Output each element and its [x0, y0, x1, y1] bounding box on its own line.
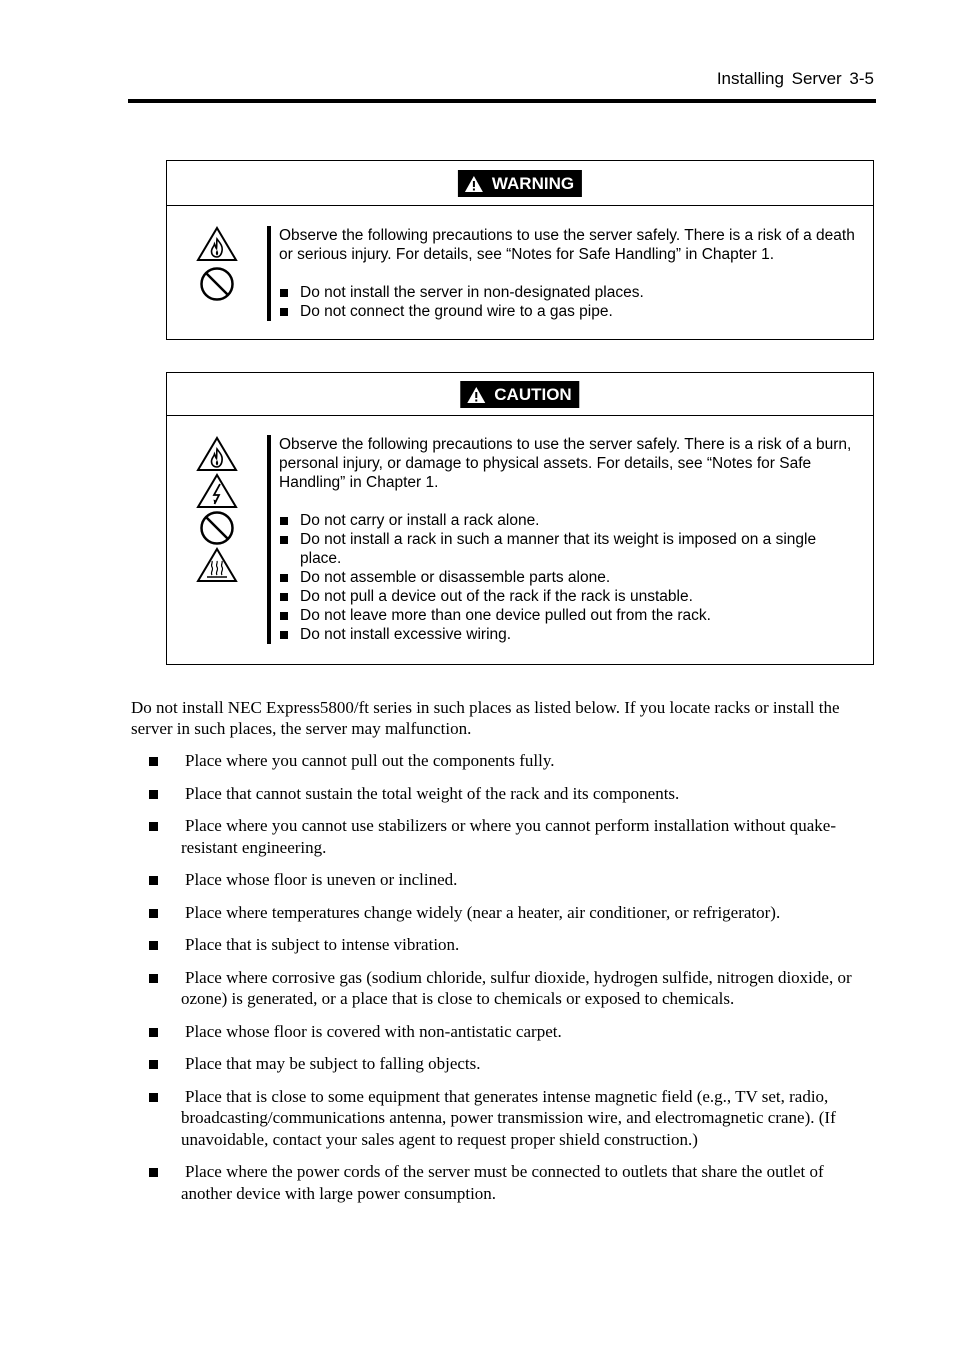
electric-shock-icon: [196, 473, 238, 509]
list-item-text: Place whose floor is uneven or inclined.: [185, 870, 458, 889]
list-item-text: Place that cannot sustain the total weight of the rack and its components.: [185, 783, 680, 803]
header-rule: [128, 99, 876, 103]
prohibited-icon: [196, 266, 238, 302]
fire-warning-icon: [196, 436, 238, 472]
list-item: [131, 750, 876, 772]
warning-triangle-icon: [464, 175, 484, 193]
warning-icons: [196, 226, 238, 306]
warning-list: [279, 283, 859, 321]
body-intro: Do not install NEC Express5800/ft series in such places as listed below. If you locate racks or install the server in such places, the server may malfunction.: [131, 698, 840, 738]
warning-intro: Observe the following precautions to use the server safely. There is a risk of a death or serious injury. For details, see “Notes for Safe Handling” in Chapter 1.: [279, 227, 855, 263]
list-item-text: Place that is close to some equipment that generates intense magnetic field (e.g., TV set, radio, broadcasting/communications antenna, power transmission wire, and electromagnetic crane). (If unavoidable, contact your sales agent to request proper shield construction.): [181, 1086, 836, 1149]
list-item: [131, 967, 876, 1010]
list-item-text: Place that is subject to intense vibration.: [185, 935, 460, 954]
prohibited-icon: [196, 510, 238, 546]
caution-label: CAUTION: [494, 384, 572, 404]
warning-item: Do not install the server in non-designated places.: [279, 283, 859, 302]
list-item: [131, 1086, 876, 1151]
caution-box-header: [167, 373, 873, 416]
caution-item: Do not leave more than one device pulled out from the rack.: [279, 606, 859, 625]
list-item-text: Place where corrosive gas (sodium chloride, sulfur dioxide, hydrogen sulfide, nitrogen dioxide, or ozone) is generated, or a place that is close to chemicals or exposed to chemicals.: [181, 967, 852, 1008]
caution-badge: [460, 381, 579, 408]
places-list: [131, 750, 876, 1215]
caution-icons: [196, 436, 238, 587]
caution-item: Do not install excessive wiring.: [279, 625, 859, 644]
caution-intro: Observe the following precautions to use the server safely. There is a risk of a burn, personal injury, or damage to physical assets. For details, see “Notes for Safe Handling” in Chapter 1.: [279, 436, 852, 491]
warning-badge: [458, 170, 582, 197]
list-item: [131, 869, 876, 891]
caution-item: Do not install a rack in such a manner that its weight is imposed on a single place.: [279, 530, 859, 568]
caution-list: [279, 511, 859, 644]
caution-item: Do not pull a device out of the rack if the rack is unstable.: [279, 587, 859, 606]
list-item: [131, 902, 876, 924]
caution-box: [166, 372, 874, 665]
warning-box: [166, 160, 874, 340]
caution-message: [267, 435, 859, 644]
list-item: [131, 783, 876, 805]
list-item: [131, 1053, 876, 1075]
caution-item: Do not carry or install a rack alone.: [279, 511, 859, 530]
list-item: [131, 1161, 876, 1204]
list-item-text: Place where you cannot pull out the components fully.: [185, 751, 555, 770]
list-item: [131, 815, 876, 858]
running-header: Installing Server 3-5: [716, 69, 874, 88]
list-item-text: Place where the power cords of the server must be connected to outlets that share the outlet of another device with large power consumption.: [181, 1162, 824, 1203]
caution-item: Do not assemble or disassemble parts alone.: [279, 568, 859, 587]
list-item-text: Place whose floor is covered with non-antistatic carpet.: [185, 1021, 562, 1041]
warning-box-header: [167, 161, 873, 206]
list-item-text: Place where you cannot use stabilizers or where you cannot perform installation without quake-resistant engineering.: [181, 816, 836, 857]
warning-message: [267, 226, 859, 321]
list-item: [131, 934, 876, 956]
warning-item: Do not connect the ground wire to a gas pipe.: [279, 302, 859, 321]
list-item: [131, 1021, 876, 1043]
list-item-text: Place where temperatures change widely (near a heater, air conditioner, or refrigerator).: [185, 902, 781, 922]
hot-surface-icon: [196, 547, 238, 583]
list-item-text: Place that may be subject to falling objects.: [185, 1054, 481, 1073]
warning-label: WARNING: [491, 173, 575, 193]
warning-triangle-icon: [466, 386, 486, 404]
fire-warning-icon: [196, 226, 238, 262]
